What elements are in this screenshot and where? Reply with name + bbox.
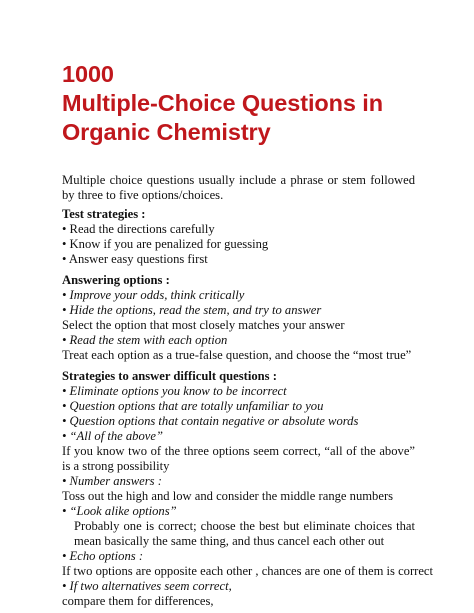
answering-options-heading: Answering options : [62,273,170,287]
difficult-tip: • Number answers : [62,474,162,488]
difficult-tip: • “All of the above” [62,429,163,443]
title-line-2: Multiple-Choice Questions in [62,90,383,116]
difficult-tip: • Question options that contain negative or absolute words [62,414,359,428]
difficult-tip: • Question options that are totally unfamiliar to you [62,399,324,413]
difficult-tip: • If two alternatives seem correct, [62,579,232,593]
answering-option-detail: Select the option that most closely matches your answer [62,318,345,332]
test-strategy-item: • Read the directions carefully [62,222,215,236]
document-body [62,173,434,609]
difficult-detail: If two options are opposite each other , chances are one of them is correct [62,564,434,578]
difficult-detail: If you know two of the three options seem correct, “all of the above” is a strong possibility [62,444,415,473]
answering-option-tip: • Read the stem with each option [62,333,228,347]
difficult-tip: • Echo options : [62,549,144,563]
test-strategy-item: • Know if you are penalized for guessing [62,237,269,251]
intro-paragraph: Multiple choice questions usually include a phrase or stem followed by three to five options/choices. [62,173,415,202]
title-line-3: Organic Chemistry [62,119,271,145]
difficult-tip: • Eliminate options you know to be incorrect [62,384,287,398]
test-strategies-heading: Test strategies : [62,207,146,221]
answering-option-tip: • Hide the options, read the stem, and try to answer [62,303,322,317]
difficult-detail-indented: Probably one is correct; choose the best but eliminate choices that mean basically the same thing, and thus cancel each other out [74,519,415,548]
difficult-detail: compare them for differences, [62,594,214,608]
difficult-questions-heading: Strategies to answer difficult questions : [62,369,277,383]
difficult-tip: • “Look alike options” [62,504,177,518]
title-line-1: 1000 [62,61,114,87]
document-title [62,60,415,147]
answering-option-detail: Treat each option as a true-false question, and choose the “most true” [62,348,412,362]
test-strategy-item: • Answer easy questions first [62,252,208,266]
answering-option-tip: • Improve your odds, think critically [62,288,245,302]
difficult-detail: Toss out the high and low and consider the middle range numbers [62,489,394,503]
